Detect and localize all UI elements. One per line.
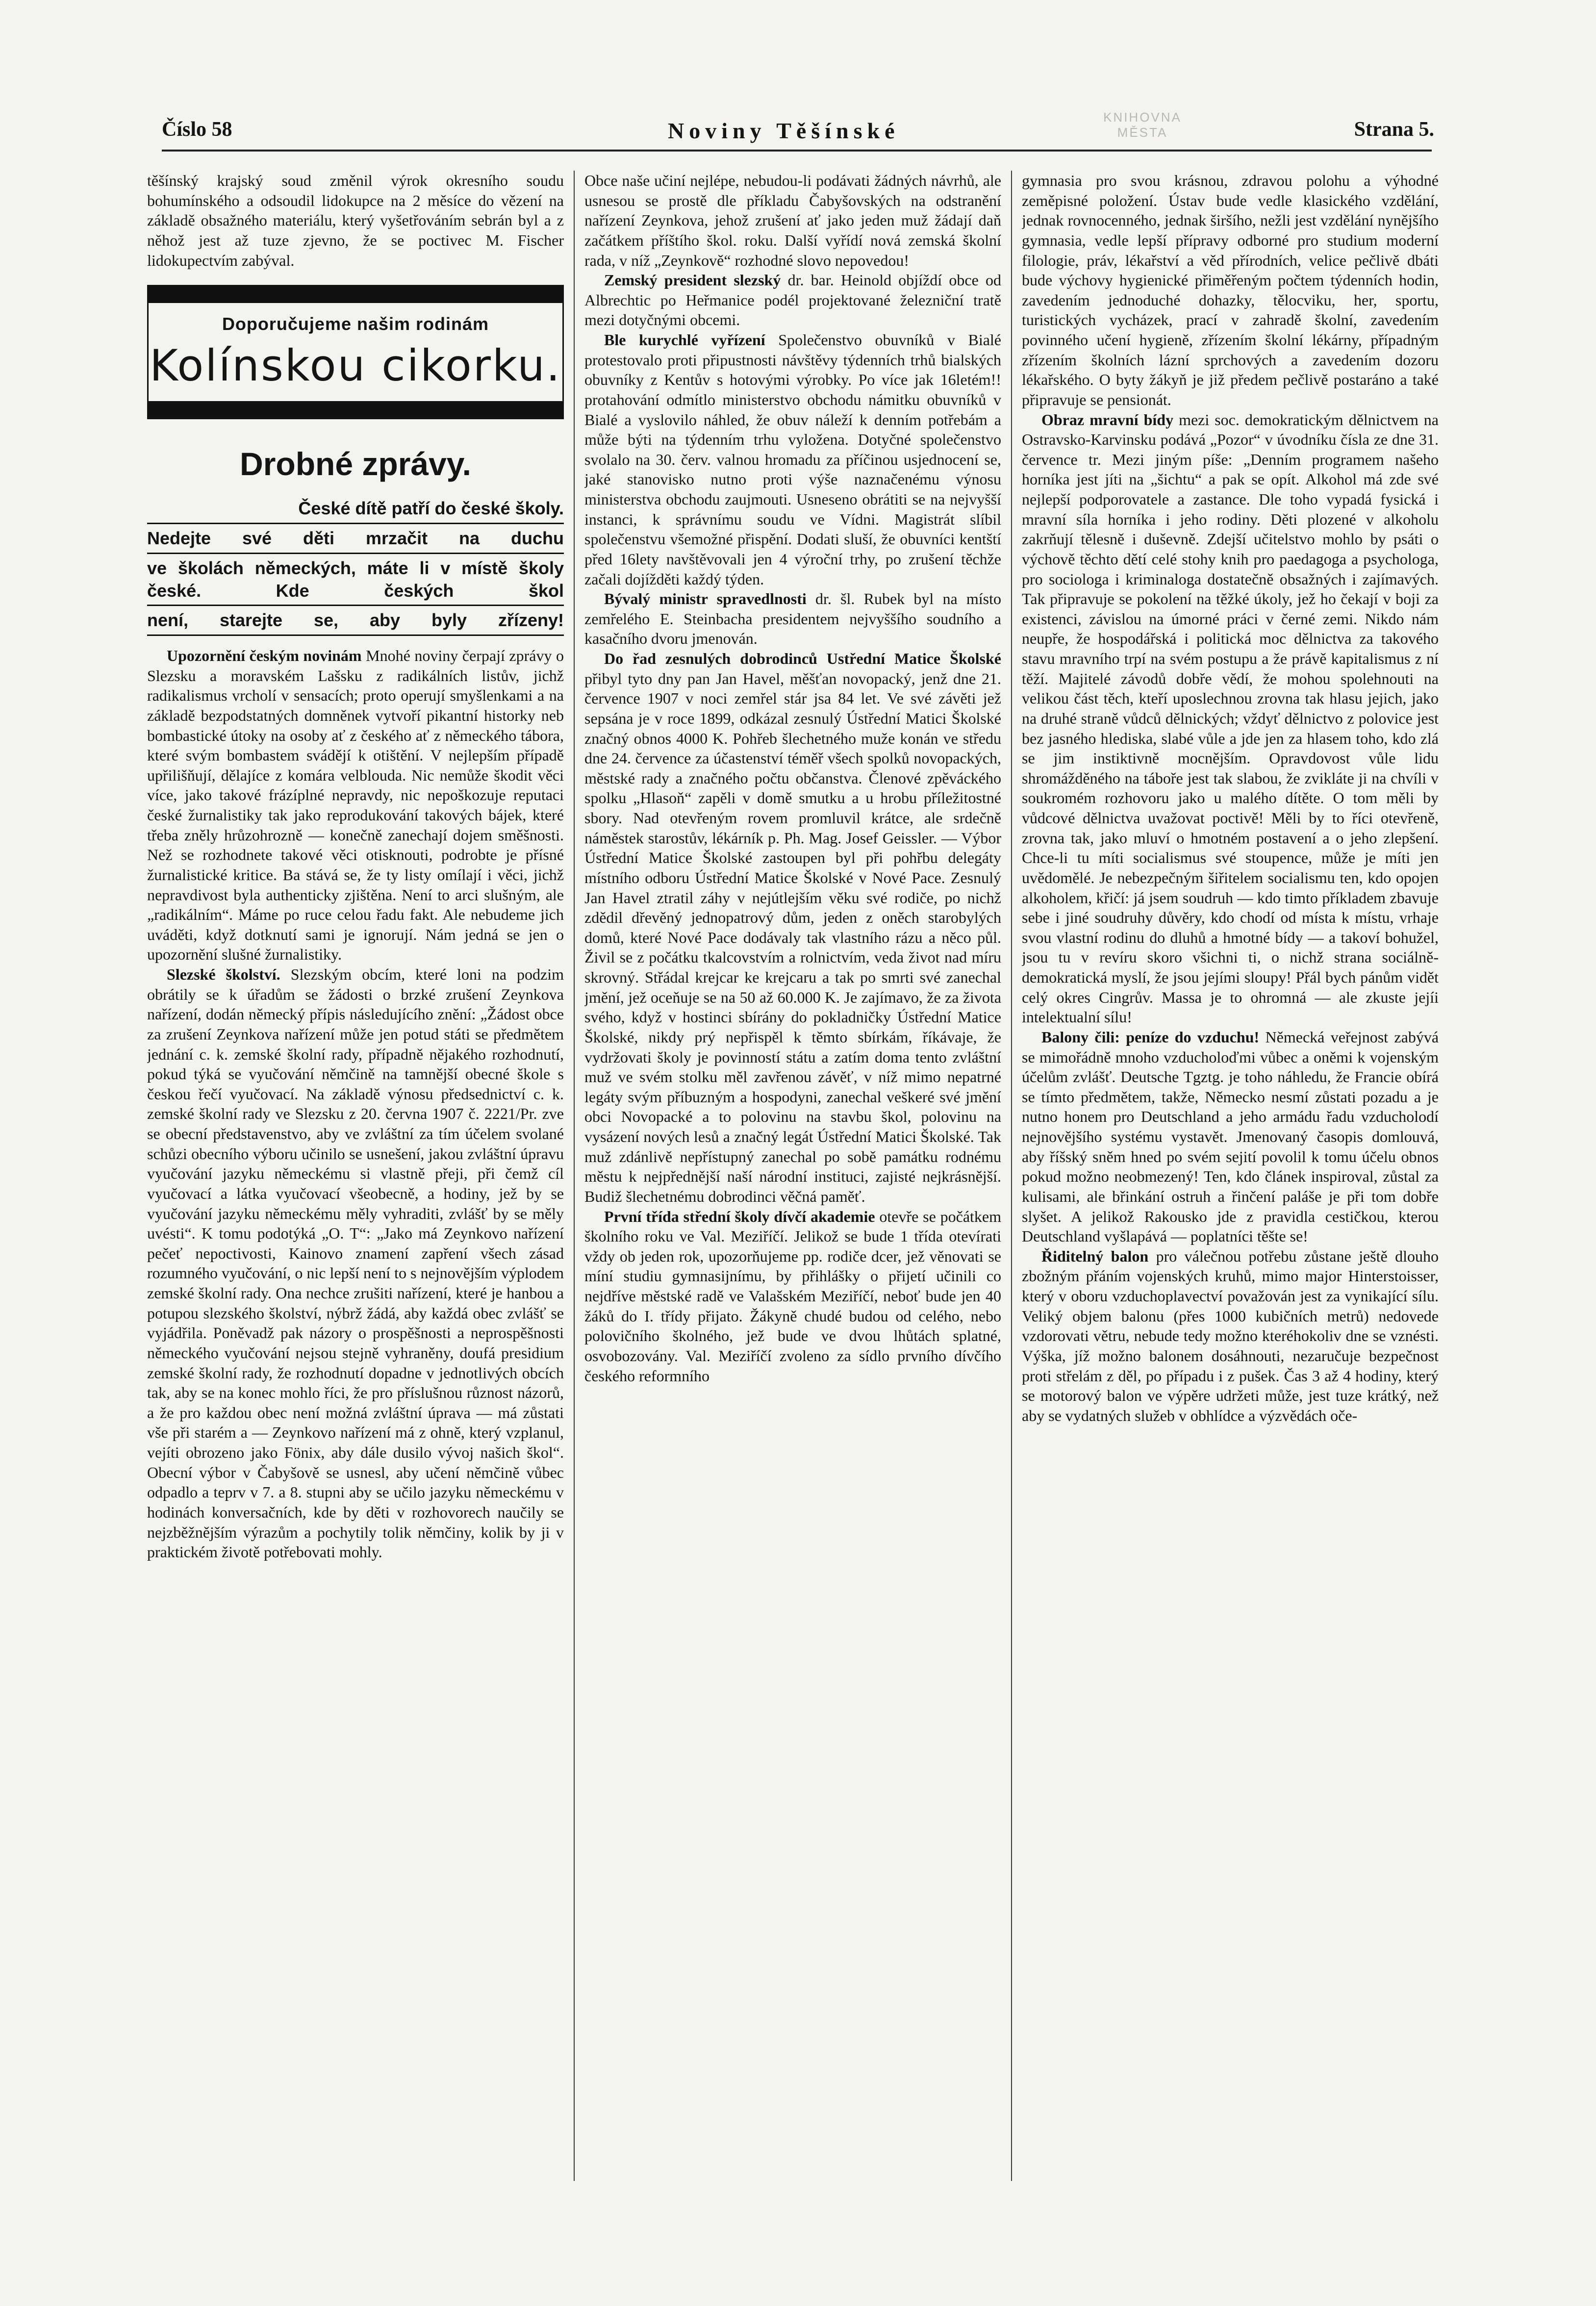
issue-number: Číslo 58 (162, 118, 232, 141)
advertisement-box (147, 285, 564, 419)
article-paragraph (584, 589, 1001, 649)
column-rule-1 (574, 171, 575, 2181)
article-paragraph (1022, 1246, 1439, 1426)
article-text: přibyl tyto dny pan Jan Havel, měšťan novopacký, jenž dne 21. července 1907 v noci zemřel stár jsa 84 let. Ve své závěti jež sepsána je v roce 1899, odkázal zesnulý Ústřední Matici Školské značný obnos 4000 K. Pohřeb šlechetného muže konán ve středu dne 24. července za účastenství téměř všech spolků novopackých, městské rady a značného počtu občanstva. Členové zpěváckého spolku „Hlasoň“ zapěli v domě smutku a u hrobu příležitostné sbory. Nad otevřeným rovem promluvil krátce, ale srdečně náměstek starostův, lékárník p. Ph. Mag. Josef Geissler. — Výbor Ústřední Matice Školské zastoupen byl při pohřbu delegáty místního odboru Ústřední Matice Školské v Nové Pace. Zesnulý Jan Havel ztratil záhy v nejútlejším věku své rodiče, po nichž zdědil dřevěný jednopatrový dům, jeden z oněch starobylých domů, které Nové Pace dodávaly tak vlastního rázu a něco půl. Živil se z počátku tkalcovstvím a rolnictvím, veda život nad míru skrovný. Střádal krejcar ke krejcaru a tak po smrti své zanechal jmění, jež oceňuje se na 50 až 60.000 K. Je zajímavo, že za života svého, když v hostinci sbírány do pokladničky Ústřední Matice Školské, nikdy prý nepřispěl k těmto sbírkám, říkávaje, že vydržovati školy je povinností státu a zatím doma tento zvláštní muž ve svém stolku měl zavřenou závěť, v níž mimo nepatrné legáty svým příbuzným a hospodyni, zanechal veškeré své jmění obci Novopacké a to polovinu na stavbu škol, polovinu na vysázení nových lesů a značný legát Ústřední Matici Školské. Tak muž zdánlivě nepřístupný zanechal po sobě památku rodnému městu k nejpřednější naší národní instituci, zajisté nejkrásnější. Budiž šlechetnému dobrodinci věčná paměť. (584, 669, 1001, 1205)
section-title: Drobné zprávy. (240, 445, 471, 482)
appeal-line: Nedejte své děti mrzačit na duchu (147, 524, 564, 554)
appeal-line: není, starejte se, aby byly zřízeny! (147, 606, 564, 636)
column-rule-2 (1011, 171, 1012, 2181)
article-paragraph (584, 330, 1001, 589)
article-text: pro válečnou potřebu zůstane ještě dlouho zbožným přáním vojenských kruhů, mimo major Hinterstoisser, který v oboru vzduchoplavectví považován jest za vynikající sílu. Veliký objem balonu (přes 1000 kubičních metrů) nedovede vzdorovati větru, nebude tedy možno kteréhokoliv dne se vznésti. Výška, jíž možno balonem dosáhnouti, nezaručuje bezpečnost proti střelám z děl, po případu i z pušek. Čas 3 až 4 hodiny, který se motorový balon ve výpěre udržeti může, jest tuze krátký, než aby se vydatných služeb v obhlídce a výzvědách oče- (1022, 1247, 1439, 1424)
ad-tagline: Doporučujeme našim rodinám (222, 314, 489, 334)
school-appeal (147, 494, 564, 636)
article-paragraph (584, 270, 1001, 330)
article-text: Slezským obcím, které loni na podzim obrátily se k úřadům se žádosti o brzké zrušení Zeynkova nařízení, dodán německý přípis následujícího znění: „Žádost obce za zrušení Zeynkova nařízení může jen potud státi se předmětem jednání c. k. zemské školní rady, případně nějakého rozhodnutí, pokud týká se vyučování němčině na tamnější obecné škole s českou řečí vyučovací. Na základě výnosu předsednictví c. k. zemské školní rady ve Slezsku z 20. června 1907 č. 2221/Pr. zve se obecní představenstvo, aby ve zvláštní za tím účelem svolané schůzi obecního výboru učinilo se usnešení, jakou zvláštní úpravu vyučování jazyku německému si vlastně přeji, při čemž cíl vyučovací a látka vyučovací všeobecně, a hodiny, jež by se vyučování jazyku německému měly vyhraditi, zvlášť by se měly uvésti“. K tomu podotýká „O. T“: „Jako má Zeynkovo nařízení pečeť nepoctivosti, Kainovo znamení zapření všech zásad rozumného vyučování, o nic lepší není to s nejnovějším výplodem zemské školní rady. Ona nechce zrušiti nařízení, které je hanbou a potupou slezského školství, nýbrž žádá, aby každá obec zvlášť se vyjádřila. Poněvadž pak názory o prospěšnosti a neprospěšnosti německého vyučování nejsou stejně vyhraněny, doufá presidium zemské školní rady, že rozhodnutí dopadne v jednotlivých obcích tak, aby se na konec mohlo říci, že pro příslušnou různost názorů, a že pro každou obec není možná zvláštní úprava — má zůstati vše při starém a — Zeynkovo nařízení má z ohně, který vzplanul, vejíti obrozeno jako Fönix, aby dále dusilo vývoj našich škol“. Obecní výbor v Čabyšově se usnesl, aby učení němčině vůbec odpadlo a teprv v 7. a 8. stupni aby se učilo jazyku německému v hodinách konversačních, kde by děti v rozhovorech naučily se nejzběžnějším výrazům a pochytily tolik němčiny, kolik by ji v praktickém životě potřebovati mohly. (147, 965, 564, 1561)
column-3 (1022, 171, 1439, 2181)
masthead-title: Noviny Těšínské (668, 118, 900, 143)
article-paragraph: gymnasia pro svou krásnou, zdravou polohu a výhodné zeměpisné položení. Ústav bude vedle klasického vzdělání, jednak rovnocenného, jednak širšího, nežli jest vzdělání nynějšího gymnasia, vedle lepší přípravy odborné pro studium moderní filologie, práv, lékařství a věd přírodních, velice pečlivě dbáti bude výchovy hygienické přiměřeným počtem týdenních hodin, zavedením jednoduché dohazky, tělocviku, her, sportu, turistických vycházek, prací v zahradě školní, zavedením povinného učení hygieně, zřízením školní lékárny, případným zřízením školních lázní sprchových a zavedením dozoru lékařského. O byty žákyň je již předem pečlivě postaráno a také připravuje se pensionát. (1022, 172, 1439, 408)
article-lead: Upozornění českým novinám (167, 647, 362, 664)
appeal-line: České dítě patří do české školy. (147, 494, 564, 524)
appeal-line: ve školách německých, máte li v místě školy české. Kde českých škol (147, 554, 564, 606)
article-lead: Do řad zesnulých dobrodinců Ustřední Matice Školské (604, 650, 1001, 667)
column-2 (584, 171, 1001, 2181)
library-stamp (1084, 101, 1201, 150)
article-text: Mnohé noviny čerpají zprávy o Slezsku a moravském Lašsku z radikálních listův, jichž radikalismus vrcholí v sensacích; proto operují smyšlenkami a na základě bezpodstatných domněnek vytvoří pikantní historky neb bombastické útoky na osoby ať z českého ať z německého tábora, které svým bombastem svádějí k otištění. V nejlepším případě upřilišňují, dělajíce z komára velblouda. Nic nemůže škodit věci více, jako takové frázíplné nepravdy, nic nepoškozuje reputaci české žurnalistiky tak jako reprodukování takových bájek, které třeba zněly hrůzohrozně — konečně zanechají dojem směšnosti. Než se rozhodnete takové věci otisknouti, podrobte je přísné žurnalistické kritice. Ba stává se, že ty listy omílají i věci, jichž nepravdivost byla authenticky zjištěna. Není to arci slušným, ale „radikálním“. Máme po ruce celou řadu fakt. Ale nebudeme jich uváděti, když dotknutí sami je ignorují. Nám jedná se jen o upozornění slušné žurnalistiky. (147, 647, 564, 963)
article-paragraph (584, 1207, 1001, 1386)
article-paragraph (1022, 1027, 1439, 1246)
header-rule (162, 150, 1432, 152)
article-text: otevře se počátkem školního roku ve Val. Meziříčí. Jelikož se bude 1 třída otevírati vždy ob jeden rok, upozorňujeme pp. rodiče dcer, jež věnovati se míní studiu gymnasijnímu, by přihlášky o přijetí učinili co nejdříve městské radě ve Valašském Meziříčí, neboť bude jen 40 žáků do I. třídy přijato. Žákyně chudé budou od celého, nebo polovičního školného, jež bude ve dvou lhůtách splatné, osvobozovány. Val. Meziříčí zvoleno za sídlo prvního dívčího českého reformního (584, 1207, 1001, 1385)
column-1 (147, 171, 564, 2181)
article-lead: Slezské školství. (167, 965, 280, 983)
ad-product-name: Kolínskou cikorku. (150, 340, 561, 391)
stamp-line-2: MĚSTA (1117, 125, 1168, 140)
article-lead: První třída střední školy dívčí akademie (604, 1207, 875, 1225)
article-text: Německá veřejnost zabývá se mimořádně mnoho vzducholoďmi vůbec a oněmi k vojenským účelům zvlášť. Deutsche Tgztg. je toho náhledu, že Francie obírá se tímto předmětem, takže, Německo nesmí zůstati pozadu a je nutno honem pro Deutschland a jeho armádu řadu vzducholodí nejnovějšího systému vystavět. Jmenovaný časopis domlouvá, aby říšský sněm hned po svém sejití povolil k tomu účelu obnos pokud možno neobmezený! Ten, kdo článek inspiroval, zůstal za kulisami, ale břinkání ostruh a řinčení paláše je při tom dobře slyšet. A jelikož Rakousko jde z pravidla cestičkou, kterou Deutschland vyšlapává — poplatníci těšte se! (1022, 1028, 1439, 1245)
article-paragraph (584, 649, 1001, 1207)
article-paragraph: Obce naše učiní nejlépe, nebudou-li podávati žádných návrhů, ale usnesou se prostě dle příkladu Čabyšovských na odstranění nařízení Zeynkova, jehož zrušení ať jako jeden muž žádají daň začátkem příštího škol. roku. Další vyřídí nová zemská školní rada, v níž „Zeynkově“ rozhodné slovo nepovedou! (584, 172, 1001, 269)
article-lead: Balony čili: peníze do vzduchu! (1041, 1028, 1260, 1046)
article-paragraph (147, 646, 564, 964)
article-lead: Obraz mravní bídy (1041, 410, 1174, 429)
article-lead: Ble kurychlé vyřízení (604, 331, 765, 349)
ad-bottom-bar (149, 401, 562, 418)
article-paragraph (147, 964, 564, 1562)
article-lead: Zemský president slezský (604, 271, 781, 289)
article-paragraph (1022, 410, 1439, 1027)
article-text: dr. bar. Heinold objíždí obce od Albrechtic po Heřmanice podél projektované železniční tratě mezi dotyčnými obcemi. (584, 271, 1001, 329)
page-number: Strana 5. (1354, 118, 1434, 141)
intro-paragraph: těšínský krajský soud změnil výrok okresního soudu bohumínského a odsoudil lidokupce na 2 měsíce do vězení na základě obsažného materiálu, který vyšetřováním sebrán byl a z něhož jest až tuze zjevno, že se poctivec M. Fischer lidokupectvím zabýval. (147, 172, 564, 269)
article-lead: Řiditelný balon (1041, 1247, 1149, 1265)
article-text: dr. šl. Rubek byl na místo zemřelého E. Steinbacha presidentem nejvyššího soudního a kasačního dvoru jmenován. (584, 590, 1001, 648)
article-text: Společenstvo obuvníků v Bialé protestovalo proti připustnosti návštěvy týdenních trhů bialských obuvníky z Kentův s hotovými výrobky. Po více jak 16letém!! protahování odmítlo ministerstvo obchodu námitku obuvníků v Bialé a vyslovilo náhled, že obuv náleží k denním potřebám a může býti na týdenním trhu vyložena. Dotyčné společenstvo svolalo na 30. červ. valnou hromadu za příčinou usjednocení se, jaké stanovisko nutno proti výše naznačenému výnosu ministerstva obchodu zaujmouti. Usneseno obrátiti se na nejvyšší instanci, k správnímu soudu ve Vídni. Magistrát slíbil společenstvu všemožné přispění. Dodati sluší, že obuvníci kentští před 16lety navštěvovali jen 4 výroční trhy, po zrušení těchže začali dojížděti každý týden. (584, 331, 1001, 588)
stamp-line-1: KNIHOVNA (1103, 110, 1182, 125)
article-text: mezi soc. demokratickým dělnictvem na Ostravsko-Karvinsku podává „Pozor“ v úvodníku čísla ze dne 31. července tr. Mezi jiným píše: „Denním programem našeho horníka jest jíti na „šichtu“ a pak se opít. Alkohol má zde své nejlepší podporovatele a zastance. Dle toho vypadá fysická i mravní síla horníka i jeho rodiny. Děti plozené v alkoholu zakrňují tělesně i duševně. Zdejší učitelstvo mohlo by psáti o výchově těchto dětí celé stohy knih pro paedagoga a psychologa, pro sociologa i kriminaloga dostatečně obsažných i zajímavých. Tak připravuje se pokolení na těžké úkoly, jež ho čekají v boji za existenci, závislou na úmorné práci v černé zemi. Nikdo nám neupře, že hospodářská i politická moc dělnictva za takového stavu mravního trpí na svém postupu a že právě kapitalismus z ní těží. Majitelé závodů dobře vědí, že mohou spolehnouti na velikou část těch, kteří uposlechnou zrovna tak hlasu jejich, jako na druhé straně vůdců dělnických; vždyť dělnictvo z polovice jest bez jasného hlediska, slabé vůle a jde jen za hlasem toho, kdo zlá se jim instiktivně mocnějším. Opravdovost vůle lidu shromážděného na táboře jest tak slabou, že zvikláte ji na chvíli v soukromém rozhovoru jako u malého dítěte. O tom měli by vůdcové dělnictva uvažovat poctivě! Měli by to říci otevřeně, zrovna tak, jako mluví o hmotném postavení a o jeho zlepšení. Chce-li tu míti socialismus své stoupence, může je míti jen uvědomělé. Je nebezpečným šiřitelem socialismu ten, kdo opojen alkoholem, křičí: já jsem soudruh — kdo timto příkladem zbavuje sebe i jiné soudruhy důvěry, kdo chodí od místa k místu, vrhaje svou vlastní rodinu do dluhů a hmotné bídy — a takoví bohužel, jsou tu v revíru skoro všichni ti, o nichž strana sociálně-demokratická myslí, že jsou jejími sloupy! Přál bych pánům vidět celý okres Cingrův. Massa je to ohromná — ale zkuste jejíi intelektualní sílu! (1022, 410, 1439, 1026)
ad-top-bar (149, 286, 562, 303)
article-lead: Bývalý ministr spravedlnosti (604, 590, 807, 608)
